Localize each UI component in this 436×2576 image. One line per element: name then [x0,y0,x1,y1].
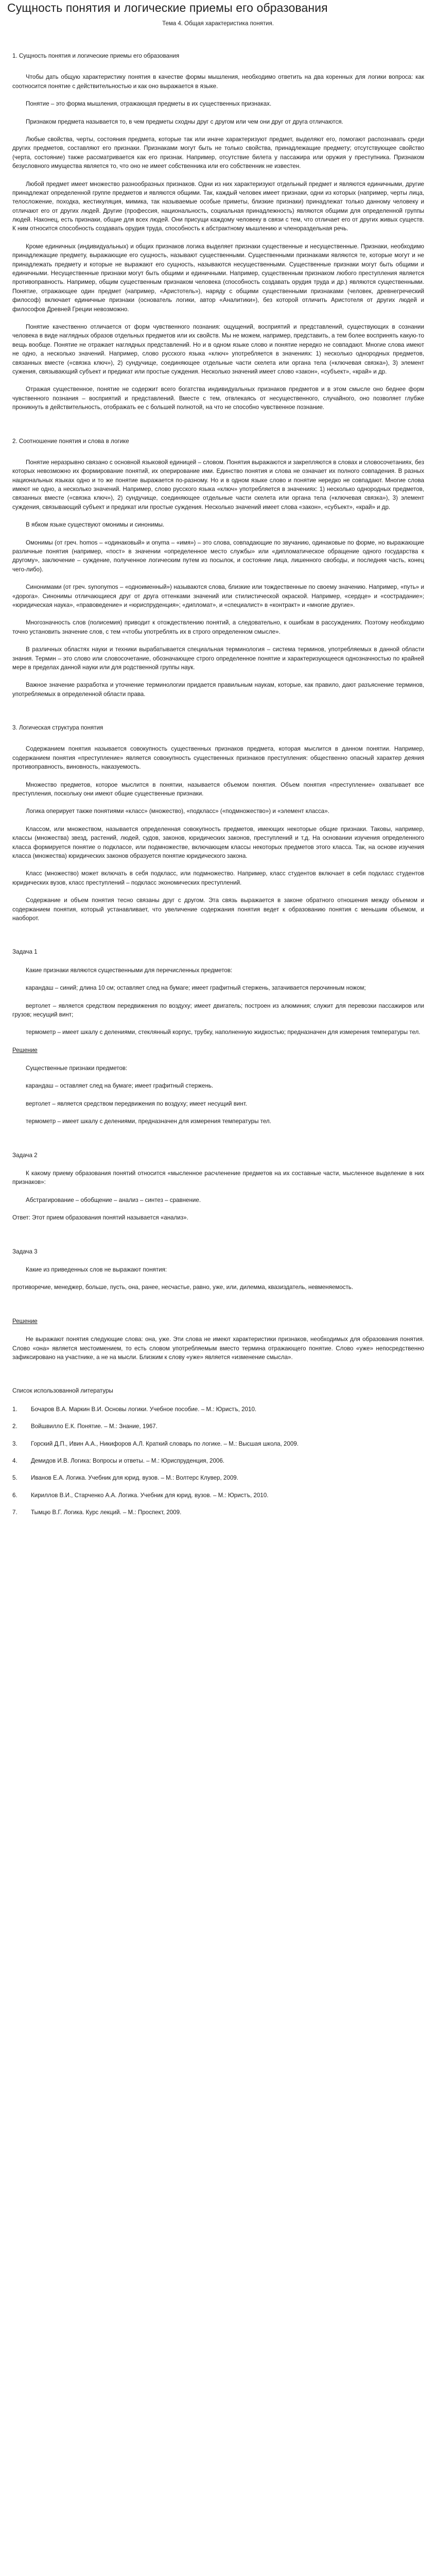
document-subtitle: Тема 4. Общая характеристика понятия. [162,21,274,27]
paragraph: Класс (множество) может включать в себя подкласс, или подмножество. Например, класс студентов включает в себя подкласс студентов юридических вузов, класс преступлений – подкласс экономических преступлений. [12,870,424,886]
paragraph: Кроме единичных (индивидуальных) и общих признаков логика выделяет признаки существенные и несущественные. Признаки, необходимо принадлежащие предмету, выражающие его сущность, называют существенными. Существенными признаками являются те, которые могут и не принадлежать предмету и которые не выражают его сущность, называются несущественными. Существенные признаки могут быть общими и единичными. Несущественные признаки могут быть общими и единичными. Например, существенным признаком любого преступления является противоправность. Например, общим существенным признаком человека (способность создавать орудия труда и др.) являются существенными. Понятие, отражающее один предмет (например, «Аристотель»), наряду с общими существенными признаками (человек, древнегреческий философ) включает единичные признаки (основатель логики, автор «Аналитики»), без которой отличить Аристотеля от других людей и философов Древней Греции невозможно. [12,243,424,313]
document-body [12,52,424,1525]
paragraph: Понятие – это форма мышления, отражающая предметы в их существенных признаках. [26,100,272,108]
solution-text: карандаш – оставляет след на бумаге; имеет графитный стержень. [26,1082,214,1090]
section-divider [12,707,424,708]
paragraph: Важное значение разработка и уточнение терминологии придается правильным наукам, которые, как правило, дают разъяснение терминов, употребляемых в определенной области права. [12,682,424,698]
paragraph: Отражая существенное, понятие не содержит всего богатства индивидуальных признаков предметов и в этом смысле оно беднее форм чувственного познания – восприятий и представлений. Вместе с тем, отвлекаясь от несущественного, случайного, оно позволяет глубже проникнуть в действительность, отображать ее с большей полнотой, на что не способно чувственное познание. [12,386,424,411]
references-list [12,1405,424,1517]
section-heading: 2. Соотношение понятия и слова в логике [12,437,129,445]
task-text: карандаш – синий; длина 10 см; оставляет след на бумаге; имеет графитный стержень, затачивается перочинным ножом; [26,985,366,992]
reference-item: 3. Горский Д.П., Ивин А.А., Никифоров А.Л. Краткий словарь по логике. – М.: Высшая школа, 2009. [12,1440,299,1447]
paragraph: В ябком языке существуют омонимы и синонимы. [26,521,165,529]
paragraph: Понятие качественно отличается от форм чувственного познания: ощущений, восприятий и представлений, существующих в сознании человека в виде наглядных образов отдельных предметов или их свойств. Мы не можем, например, представить, а тем более воспринять какую-то вещь вообще. Понятие не отражает наглядных представлений. Но и в одном языке слово и понятие нередко не совпадают. Многие слова имеют не одно, а несколько значений. Например, слово русского языка «ключ» употребляется в значениях: 1) несколько однородных предметов, связанных вместе («связка ключ»), 2) сундучище, соединяющее отдельные части скелета или органа тела («ключевая связка»), 3) элемент сужения, связывающий субъект и предикат или простые суждения. Несколько значений имеет слово «закон», «субъект», «край» и др. [12,323,424,375]
paragraph: В различных областях науки и техники вырабатывается специальная терминология – система терминов, употребляемых в данной области знания. Термин – это слово или словосочетание, обозначающее строго определенное понятие и характеризующееся однозначностью по крайней мере в пределах данной науки или для родственной группы наук. [12,646,424,671]
reference-item: 7. Тымцю В.Г. Логика. Курс лекций. – М.: Проспект, 2009. [12,1509,182,1516]
task-text: К какому приему образования понятий относится «мысленное расчленение предметов на их составные части, мысленное выделение в них признаков»: [12,1170,424,1186]
paragraph: Признаком предмета называется то, в чем предметы сходны друг с другом или чем они друг от друга отличаются. [26,118,343,125]
paragraph: Чтобы дать общую характеристику понятия в качестве формы мышления, необходимо ответить на два коренных для логики вопроса: как соотносится понятие с действительностью и как оно выражается в языке. [12,74,424,90]
paragraph: Множество предметов, которое мыслится в понятии, называется объемом понятия. Объем понятия «преступление» охватывает все преступления, поскольку они имеют общие существенные признаки. [12,781,424,798]
reference-item: 6. Кириллов В.И., Старченко А.А. Логика. Учебник для юрид. вузов. – М.: Юристъ, 2010. [12,1492,269,1499]
paragraph: Многозначность слов (полисемия) приводит к отождествлению понятий, а следовательно, к ошибкам в рассуждениях. Поэтому необходимо точно установить значение слов, с тем «чтобы употреблять их в строго определенном смысле». [12,619,424,635]
solution-heading: Решение [12,1046,38,1054]
paragraph: Содержание и объем понятия тесно связаны друг с другом. Эта связь выражается в законе обратного отношения между объемом и содержанием понятия, который устанавливает, что увеличение содержания понятия ведет к образованию понятия с меньшим объемом, и наоборот. [12,897,424,922]
task-heading: Задача 3 [12,1248,38,1255]
task-text: термометр – имеет шкалу с делениями, стеклянный корпус, трубку, наполненную жидкостью; предназначен для измерения температуры тел. [26,1029,421,1036]
task-text: противоречие, менеджер, больше, пусть, она, ранее, несчастье, равно, уже, или, дилемма, квазиздатель, невменяемость. [12,1284,354,1291]
solution-text: Существенные признаки предметов: [26,1065,128,1072]
task-text: Какие из приведенных слов не выражают понятия: [26,1266,167,1273]
section-heading: 1. Сущность понятия и логические приемы его образования [12,53,180,59]
task-heading: Задача 1 [12,948,38,956]
paragraph: Любые свойства, черты, состояния предмета, которые так или иначе характеризуют предмет, выделяют его, помогают распознавать среди других предметов, составляют его признаки. Признаками могут быть не только свойства, принадлежащие предмету; отсутствующее свойство (черта, состояние) также рассматривается как его признак. Например, отсутствие билета у пассажира или оружия у преступника. Признаком безусловного имущества является то, что оно не имеет собственника или его собственник не известен. [12,135,424,170]
section-divider [12,1135,424,1136]
section-heading: 3. Логическая структура понятия [12,724,103,732]
reference-item: 1. Бочаров В.А. Маркин В.И. Основы логики. Учебное пособие. – М.: Юристъ, 2010. [12,1405,257,1413]
solution-text: вертолет – является средством передвижения по воздуху; имеет несущий винт. [26,1100,248,1107]
section-divider [12,931,424,932]
reference-item: 5. Иванов Е.А. Логика. Учебник для юрид. вузов. – М.: Волтерс Клувер, 2009. [12,1475,238,1482]
section-divider [12,1231,424,1232]
task-text: Абстрагирование – обобщение – анализ – синтез – сравнение. [26,1196,201,1204]
document-title: Сущность понятия и логические приемы его образования [7,1,328,14]
task-heading: Задача 2 [12,1151,38,1159]
solution-text: термометр – имеет шкалу с делениями, предназначен для измерения температуры тел. [26,1118,271,1125]
paragraph: Классом, или множеством, называется определенная совокупность предметов, имеющих некоторые общие признаки. Таковы, например, классы (множества) звезд, растений, людей, судов, законов, юридических законов, преступлений и т.д. На основании изучения определенного класса формируется понятие о подклассе, или подмножестве, включающем классы некоторых предметов этого класса. Так, на основе изучения класса (множества) юридических законов образуется понятие юридического закона. [12,825,424,859]
paragraph: Омонимы (от греч. homos – «одинаковый» и onyma – «имя») – это слова, совпадающие по звучанию, одинаковые по форме, но выражающие различные понятия (например, «пост» в значении «определенное место службы» или «дипломатическое обращение одного государства к другому», заключение – суждение, полученное логическим путем из посылок, и состояние лица, лишенного свободы, и последняя часть, конец чего-либо). [12,539,424,573]
solution-text: Не выражают понятия следующие слова: она, уже. Эти слова не имеют характеристики признаков, необходимых для образования понятия. Слово «она» является местоимением, то есть словом употребляемым вместо термина отражающего понятие. Слово «уже» непосредственно зафиксировано на участнике, а не на мысли. Близким к слову «уже» является «изменение смысла». [12,1336,424,1361]
paragraph: Синонимами (от греч. synonymos – «одноименный») называются слова, близкие или тождественные по своему значению. Например, «путь» и «дорога». Синонимы отличающиеся друг от друга оттенками значений или стилистической окраской. Например, «сердце» и «сострадание»; «юридическая наука», «правоведение» и «юриспруденция»; «дипломат», и «специалист» в «контракт» и «многие другие». [12,584,424,608]
reference-item: 4. Демидов И.В. Логика: Вопросы и ответы. – М.: Юриспруденция, 2006. [12,1457,225,1464]
paragraph: Понятие неразрывно связано с основной языковой единицей – словом. Понятия выражаются и закрепляются в словах и словосочетаниях, без которых невозможно их формирование понятий, их оперирование ими. Единство понятия и слова не означает их полного совпадения. В разных национальных языках одно и то же понятие выражается по-разному. Но и в одном языке слово и понятие нередко не совпадают. Многие слова имеют не одно, а несколько значений. Например, слово русского языка «ключ» употребляется в значениях: 1) несколько однородных предметов, связанных вместе («связка ключ»), 2) сундучище, соединяющее отдельные части скелета или органа тела («ключевая связка»), 3) элемент суждения, связывающий субъект и предикат или простые суждения. Несколько значений имеет слова «закон», «субъект», «край» и др. [12,459,424,511]
solution-heading: Решение [12,1317,38,1325]
task-text: Какие признаки являются существенными для перечисленных предметов: [26,967,233,974]
section-divider [12,1370,424,1371]
references-heading: Список использованной литературы [12,1387,113,1395]
reference-item: 2. Войшвилло Е.К. Понятие. – М.: Знание, 1967. [12,1423,158,1430]
paragraph: Логика оперирует также понятиями «класс» (множество), «подкласс» («подмножество») и «элемент класса». [26,808,329,815]
paragraph: Любой предмет имеет множество разнообразных признаков. Одни из них характеризуют отдельный предмет и являются единичными, другие принадлежат определенной группе предметов и являются общими. Так, каждый человек имеет признаки, одни из которых (например, черты лица, телосложение, походка, жестикуляция, мимика, так называемые особые приметы, близкие признаки) принадлежат только данному человеку и отличают его от других людей. Другие (профессия, национальность, социальная принадлежность) являются общими для определенной группы людей. Наконец, есть признаки, общие для всех людей. Они присущи каждому человеку в связи с тем, что отличает его от других живых существ. К ним относится способность создавать орудия труда, способность к абстрактному мышлению и членораздельная речь. [12,180,424,232]
answer-text: Ответ: Этот прием образования понятий называется «анализ». [12,1214,188,1222]
paragraph: Содержанием понятия называется совокупность существенных признаков предмета, которая мыслится в данном понятии. Например, содержанием понятия «преступление» является совокупность существенных признаков преступления: общественно опасный характер деяния противоправность, виновность, наказуемость. [12,745,424,771]
task-text: вертолет – является средством передвижения по воздуху; имеет двигатель; построен из алюминия; служит для перевозки пассажиров или грузов; несущий винт; [12,1002,424,1018]
